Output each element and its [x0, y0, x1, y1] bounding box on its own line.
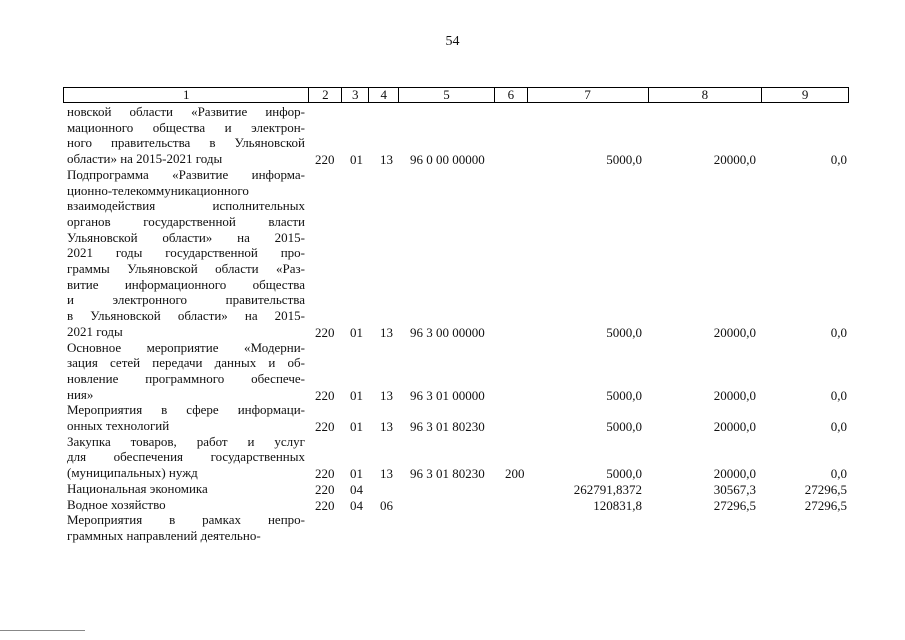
cell-col-8: 30567,3 [713, 481, 756, 497]
cell-col-9: 0,0 [830, 324, 847, 340]
cell-col-8: 20000,0 [713, 419, 756, 434]
cell-col-2: 220 [315, 324, 335, 340]
row-description [67, 434, 305, 481]
cell-col-3: 01 [350, 466, 363, 482]
description-line: Основное мероприятие «Модерни- [67, 339, 305, 355]
cell-col-7: 5000,0 [606, 324, 642, 340]
description-line: в Ульяновской области» на 2015- [67, 308, 305, 324]
header-col-5: 5 [399, 88, 495, 102]
description-line: зация сетей передачи данных и об- [67, 355, 305, 371]
header-col-3: 3 [342, 88, 369, 102]
header-col-9: 9 [801, 87, 809, 102]
description-line: Мероприятия в рамках непро- [67, 512, 305, 528]
description-line: (муниципальных) нужд [67, 465, 198, 481]
footer-rule [0, 630, 85, 631]
description-line: ния» [67, 386, 94, 402]
description-line: мационного общества и электрон- [67, 119, 305, 135]
row-description [67, 340, 305, 403]
description-line: новление программного обеспече- [67, 370, 305, 386]
description-line: витие информационного общества [67, 276, 305, 292]
header-col-8: 8 [649, 88, 763, 102]
cell-col-4: 13 [380, 324, 393, 340]
cell-col-9: 0,0 [830, 419, 847, 434]
row-description [67, 497, 305, 513]
cell-col-8: 27296,5 [713, 497, 756, 513]
row-description [67, 481, 305, 497]
cell-col-4: 13 [380, 419, 393, 434]
cell-col-3: 04 [350, 497, 363, 513]
description-line: новской области «Развитие инфор- [67, 104, 305, 119]
cell-col-5: 96 3 00 00000 [410, 324, 485, 340]
cell-col-6: 200 [505, 466, 525, 482]
description-line: Мероприятия в сфере информаци- [67, 402, 305, 418]
header-col-1: 1 [64, 88, 309, 102]
cell-col-7: 120831,8 [593, 497, 642, 513]
cell-col-9: 0,0 [830, 466, 847, 482]
header-col-7: 7 [528, 88, 649, 102]
row-description [67, 104, 305, 167]
cell-col-9: 0,0 [830, 152, 847, 168]
description-line: граммы Ульяновской области «Раз- [67, 261, 305, 277]
cell-col-5: 96 3 01 00000 [410, 387, 485, 403]
description-line: онных технологий [67, 418, 170, 433]
description-line: Водное хозяйство [67, 496, 166, 512]
row-description [67, 402, 305, 433]
row-description [67, 167, 305, 340]
row-description [67, 512, 305, 543]
cell-col-8: 20000,0 [713, 387, 756, 403]
description-line: ционно-телекоммуникационного [67, 182, 249, 198]
table-header [63, 87, 849, 103]
cell-col-4: 13 [380, 466, 393, 482]
cell-col-8: 20000,0 [713, 324, 756, 340]
description-line: Подпрограмма «Развитие информа- [67, 166, 305, 182]
description-line: граммных направлений деятельно- [67, 527, 261, 543]
page-number: 54 [445, 34, 460, 49]
cell-col-2: 220 [315, 466, 335, 482]
cell-col-7: 5000,0 [606, 419, 642, 434]
cell-col-7: 262791,8372 [573, 481, 642, 497]
cell-col-5: 96 3 01 80230 [410, 419, 485, 434]
cell-col-4: 13 [380, 152, 393, 168]
description-line: Ульяновской области» на 2015- [67, 229, 305, 245]
cell-col-5: 96 0 00 00000 [410, 152, 485, 168]
cell-col-3: 01 [350, 419, 363, 434]
cell-col-8: 20000,0 [713, 466, 756, 482]
description-line: Закупка товаров, работ и услуг [67, 433, 305, 449]
cell-col-7: 5000,0 [606, 466, 642, 482]
cell-col-4: 06 [380, 497, 393, 513]
description-line: области» на 2015-2021 годы [67, 151, 223, 167]
description-line: и электронного правительства [67, 292, 305, 308]
cell-col-4: 13 [380, 387, 393, 403]
description-line: ного правительства в Ульяновской [67, 135, 305, 151]
description-line: 2021 годы [67, 323, 123, 339]
cell-col-2: 220 [315, 481, 335, 497]
cell-col-7: 5000,0 [606, 387, 642, 403]
description-line: Национальная экономика [67, 480, 208, 496]
description-line: взаимодействия исполнительных [67, 198, 305, 214]
cell-col-5: 96 3 01 80230 [410, 466, 485, 482]
cell-col-7: 5000,0 [606, 152, 642, 168]
header-col-4: 4 [369, 88, 399, 102]
cell-col-3: 01 [350, 324, 363, 340]
cell-col-3: 01 [350, 152, 363, 168]
cell-col-2: 220 [315, 497, 335, 513]
description-line: для обеспечения государственных [67, 449, 305, 465]
cell-col-2: 220 [315, 152, 335, 168]
cell-col-9: 0,0 [830, 387, 847, 403]
cell-col-3: 04 [350, 481, 363, 497]
header-col-6: 6 [495, 88, 528, 102]
cell-col-2: 220 [315, 387, 335, 403]
cell-col-8: 20000,0 [713, 152, 756, 168]
description-line: 2021 годы государственной про- [67, 245, 305, 261]
header-col-2: 2 [309, 88, 342, 102]
cell-col-3: 01 [350, 387, 363, 403]
cell-col-9: 27296,5 [804, 497, 847, 513]
cell-col-9: 27296,5 [804, 481, 847, 497]
description-line: органов государственной власти [67, 213, 305, 229]
cell-col-2: 220 [315, 419, 335, 434]
